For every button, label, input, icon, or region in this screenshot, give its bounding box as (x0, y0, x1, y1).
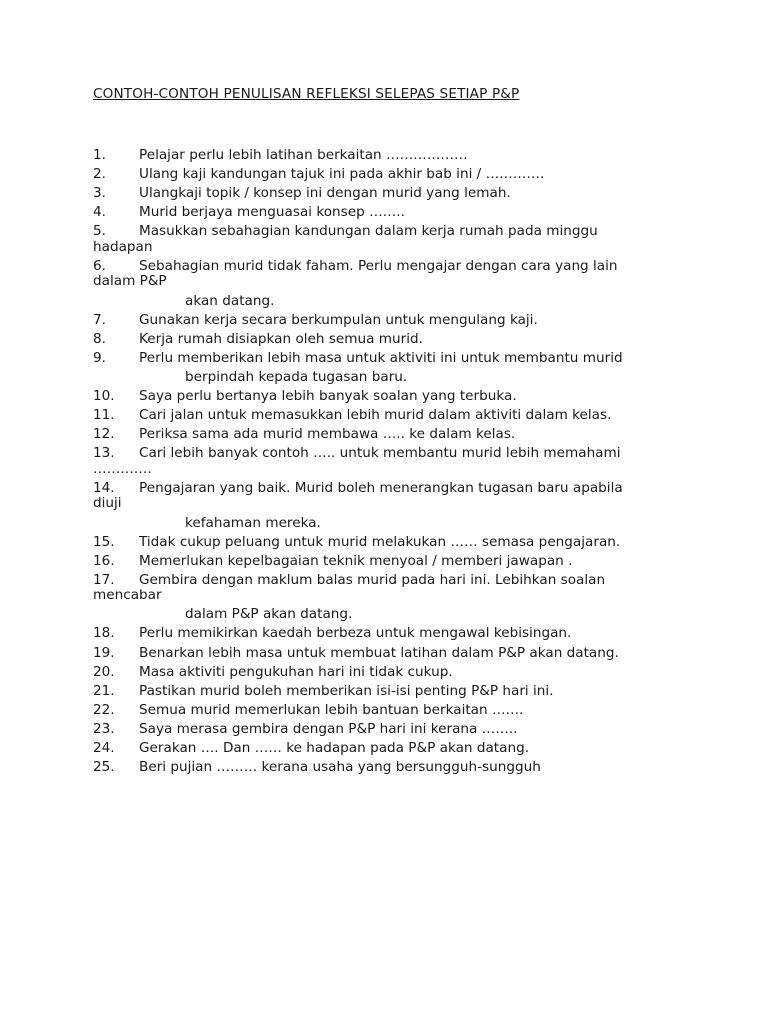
item-text: Tidak cukup peluang untuk murid melakukan …… semasa pengajaran. (139, 533, 621, 550)
item-number: 18. (93, 625, 115, 642)
list-item (93, 259, 673, 309)
item-text: Pastikan murid boleh memberikan isi-isi penting P&P hari ini. (139, 682, 554, 699)
document-title: CONTOH-CONTOH PENULISAN REFLEKSI SELEPAS SETIAP P&P (93, 86, 520, 102)
list-item (93, 186, 673, 202)
item-text-wrap: dalam P&P (93, 273, 167, 290)
item-number: 25. (93, 759, 115, 776)
item-number: 2. (93, 166, 106, 183)
item-text-continuation: kefahaman mereka. (185, 514, 321, 531)
item-number: 17. (93, 571, 115, 588)
list-item (93, 408, 673, 424)
item-number: 22. (93, 701, 115, 718)
item-text: Gembira dengan maklum balas murid pada hari ini. Lebihkan soalan (139, 571, 606, 588)
item-number: 14. (93, 479, 115, 496)
item-text: Sebahagian murid tidak faham. Perlu mengajar dengan cara yang lain (139, 257, 618, 274)
item-text-continuation: berpindah kepada tugasan baru. (185, 368, 408, 385)
list-item (93, 167, 673, 183)
item-number: 15. (93, 533, 115, 550)
list-item (93, 554, 673, 570)
list-item (93, 741, 673, 757)
list-item (93, 703, 673, 719)
item-text: Cari jalan untuk memasukkan lebih murid dalam aktiviti dalam kelas. (139, 407, 612, 424)
item-number: 7. (93, 311, 106, 328)
item-number: 23. (93, 720, 115, 737)
reflection-list (93, 148, 673, 779)
item-number: 1. (93, 147, 106, 163)
list-item (93, 626, 673, 642)
list-item (93, 481, 673, 531)
item-number: 11. (93, 407, 115, 424)
list-item (93, 205, 673, 221)
list-item (93, 224, 673, 255)
list-item (93, 646, 673, 662)
list-item (93, 427, 673, 443)
item-text: Kerja rumah disiapkan oleh semua murid. (139, 330, 423, 347)
item-text: Pengajaran yang baik. Murid boleh menerangkan tugasan baru apabila (139, 479, 623, 496)
list-item (93, 313, 673, 329)
item-text: Semua murid memerlukan lebih bantuan berkaitan ……. (139, 701, 524, 718)
item-number: 20. (93, 663, 115, 680)
item-text: Masukkan sebahagian kandungan dalam kerja rumah pada minggu (139, 223, 598, 240)
item-text: Perlu memikirkan kaedah berbeza untuk mengawal kebisingan. (139, 625, 572, 642)
item-number: 4. (93, 204, 106, 221)
item-number: 16. (93, 552, 115, 569)
item-number: 24. (93, 740, 115, 757)
list-item (93, 332, 673, 348)
item-number: 10. (93, 388, 115, 405)
item-text: Beri pujian ……… kerana usaha yang bersungguh-sungguh (139, 759, 541, 776)
item-number: 3. (93, 185, 106, 202)
list-item (93, 722, 673, 738)
list-item (93, 573, 673, 623)
item-text: Perlu memberikan lebih masa untuk aktiviti ini untuk membantu murid (139, 349, 623, 366)
item-number: 21. (93, 682, 115, 699)
list-item (93, 351, 673, 386)
list-item (93, 684, 673, 700)
list-item (93, 148, 673, 164)
item-text: Saya merasa gembira dengan P&P hari ini kerana …….. (139, 720, 518, 737)
item-text: Ulang kaji kandungan tajuk ini pada akhir bab ini / …………. (139, 166, 545, 183)
item-number: 12. (93, 426, 115, 443)
item-text-continuation: dalam P&P akan datang. (185, 606, 353, 623)
item-text: Masa aktiviti pengukuhan hari ini tidak cukup. (139, 663, 453, 680)
item-text-wrap: …………. (93, 460, 152, 477)
item-text: Cari lebih banyak contoh ….. untuk membantu murid lebih memahami (139, 445, 621, 462)
item-number: 13. (93, 445, 115, 462)
item-number: 9. (93, 349, 106, 366)
item-text: Memerlukan kepelbagaian teknik menyoal / memberi jawapan . (139, 552, 573, 569)
item-text-wrap: mencabar (93, 587, 162, 604)
item-text-wrap: hadapan (93, 238, 153, 255)
item-number: 5. (93, 223, 106, 240)
item-text: Pelajar perlu lebih latihan berkaitan ……………… (139, 147, 468, 163)
list-item (93, 665, 673, 681)
list-item (93, 760, 673, 776)
item-text-wrap: diuji (93, 495, 122, 512)
item-text: Gerakan …. Dan …… ke hadapan pada P&P akan datang. (139, 740, 530, 757)
item-text: Ulangkaji topik / konsep ini dengan murid yang lemah. (139, 185, 511, 202)
list-item (93, 535, 673, 551)
list-item (93, 389, 673, 405)
item-text: Saya perlu bertanya lebih banyak soalan yang terbuka. (139, 388, 517, 405)
item-text: Periksa sama ada murid membawa ….. ke dalam kelas. (139, 426, 516, 443)
item-number: 8. (93, 330, 106, 347)
item-text: Gunakan kerja secara berkumpulan untuk mengulang kaji. (139, 311, 538, 328)
item-number: 19. (93, 644, 115, 661)
item-text-continuation: akan datang. (185, 292, 275, 309)
item-text: Murid berjaya menguasai konsep …….. (139, 204, 405, 221)
item-number: 6. (93, 257, 106, 274)
list-item (93, 446, 673, 477)
item-text: Benarkan lebih masa untuk membuat latihan dalam P&P akan datang. (139, 644, 619, 661)
